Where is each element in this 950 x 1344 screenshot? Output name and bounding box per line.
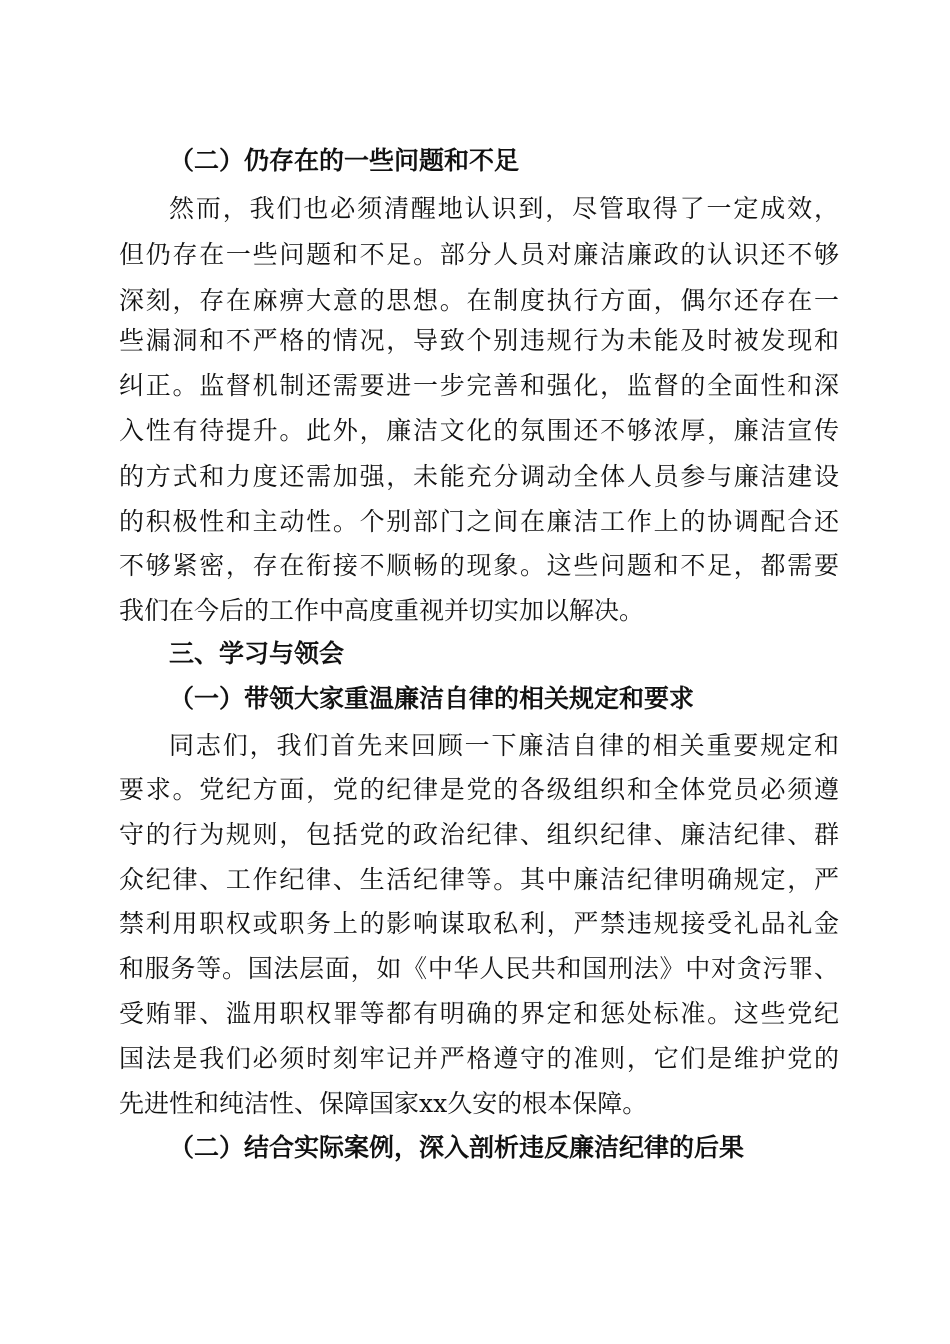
paragraph-line: 然而，我们也必须清醒地认识到，尽管取得了一定成效， — [169, 194, 839, 223]
subheading-regulations: （一）带领大家重温廉洁自律的相关规定和要求 — [169, 684, 695, 713]
paragraph-line: 守的行为规则，包括党的政治纪律、组织纪律、廉洁纪律、群 — [119, 820, 839, 849]
paragraph-line: 不够紧密，存在衔接不顺畅的现象。这些问题和不足，都需要 — [119, 551, 839, 580]
paragraph-line: 要求。党纪方面，党的纪律是党的各级组织和全体党员必须遵 — [119, 775, 839, 804]
paragraph-line: 但仍存在一些问题和不足。部分人员对廉洁廉政的认识还不够 — [119, 240, 839, 269]
paragraph-line: 我们在今后的工作中高度重视并切实加以解决。 — [119, 596, 645, 625]
section-heading-study: 三、学习与领会 — [169, 639, 345, 668]
paragraph-line: 受贿罪、滥用职权罪等都有明确的界定和惩处标准。这些党纪 — [119, 999, 839, 1028]
paragraph-line: 先进性和纯洁性、保障国家xx久安的根本保障。 — [119, 1089, 648, 1118]
paragraph-line: 入性有待提升。此外，廉洁文化的氛围还不够浓厚，廉洁宣传 — [119, 416, 839, 445]
paragraph-line: 国法是我们必须时刻牢记并严格遵守的准则，它们是维护党的 — [119, 1044, 839, 1073]
paragraph-line: 的积极性和主动性。个别部门之间在廉洁工作上的协调配合还 — [119, 507, 839, 536]
paragraph-line: 深刻，存在麻痹大意的思想。在制度执行方面，偶尔还存在一 — [119, 286, 839, 315]
subheading-cases: （二）结合实际案例，深入剖析违反廉洁纪律的后果 — [169, 1133, 745, 1162]
paragraph-line: 纠正。监督机制还需要进一步完善和强化，监督的全面性和深 — [119, 371, 839, 400]
paragraph-line: 和服务等。国法层面，如《中华人民共和国刑法》中对贪污罪、 — [119, 954, 839, 983]
paragraph-line: 的方式和力度还需加强，未能充分调动全体人员参与廉洁建设 — [119, 462, 839, 491]
subheading-problems: （二）仍存在的一些问题和不足 — [169, 146, 520, 175]
paragraph-line: 同志们，我们首先来回顾一下廉洁自律的相关重要规定和 — [169, 731, 839, 760]
paragraph-line: 众纪律、工作纪律、生活纪律等。其中廉洁纪律明确规定，严 — [119, 865, 839, 894]
paragraph-line: 禁利用职权或职务上的影响谋取私利，严禁违规接受礼品礼金 — [119, 909, 839, 938]
paragraph-line: 些漏洞和不严格的情况，导致个别违规行为未能及时被发现和 — [119, 326, 839, 355]
